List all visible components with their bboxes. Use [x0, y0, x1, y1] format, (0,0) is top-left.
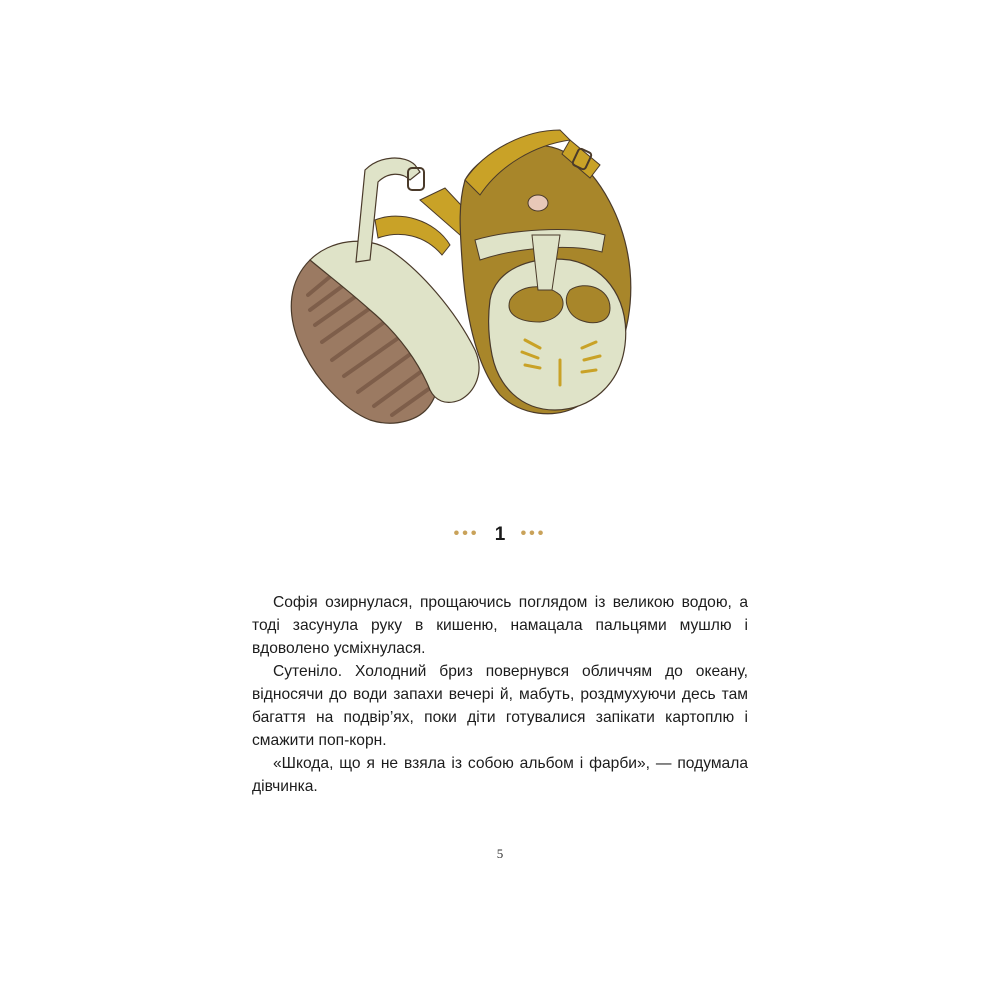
sandals-illustration: [270, 110, 650, 430]
chapter-number: 1: [494, 524, 506, 545]
paragraph: «Шкода, що я не взяла із собою альбом і фарби», — подумала дівчинка.: [252, 755, 748, 795]
chapter-dots-left: •••: [453, 525, 480, 542]
paragraph: Сутеніло. Холодний бриз повернувся обличчям до океану, відносячи до води запахи вечері й, мабуть, роздмухуючи десь там багаття на подвір’ях, поки діти готувалися запікати картоплю і смажити поп-корн.: [252, 663, 748, 749]
chapter-body-text: [252, 591, 748, 798]
right-sandal: [460, 130, 631, 414]
paragraph: Софія озирнулася, прощаючись поглядом із великою водою, а тоді засунула руку в кишеню, намацала пальцями мушлю і вдоволено усміхнулася.: [252, 594, 748, 657]
page-number: 5: [496, 846, 504, 861]
chapter-heading: [0, 520, 1000, 549]
left-sandal: [291, 158, 479, 423]
chapter-dots-right: •••: [520, 525, 547, 542]
